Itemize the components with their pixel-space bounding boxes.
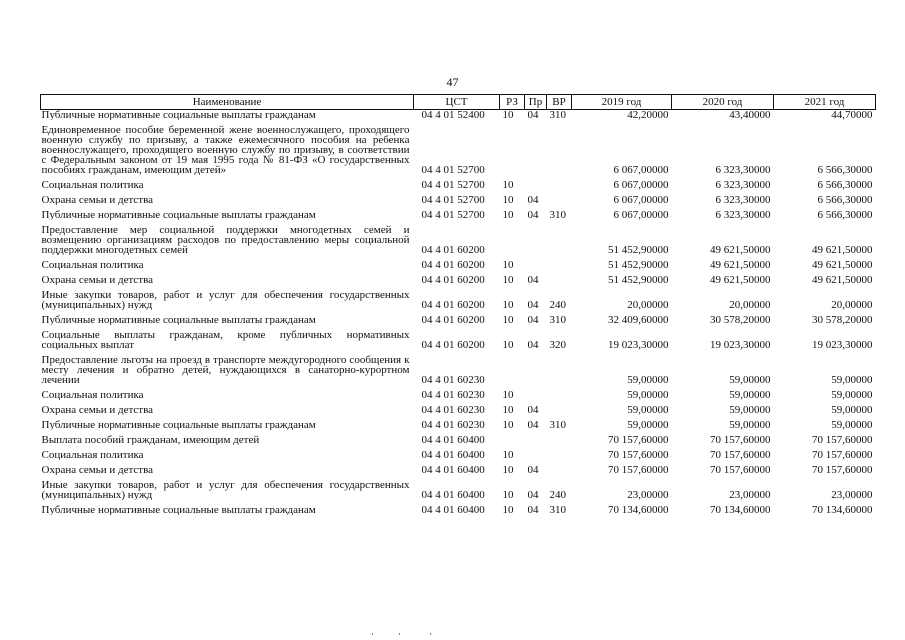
column-header-pr: Пр xyxy=(525,95,547,110)
row-value-2019: 20,00000 xyxy=(627,299,669,310)
row-vr xyxy=(547,220,572,255)
row-value-2019: 6 067,00000 xyxy=(613,164,669,175)
row-vr xyxy=(547,175,572,190)
row-name: Единовременное пособие беременной жене военнослужащего, проходящего военную службу по призыву, а также ежемесячного пособия на ребенка военнослужащего, проходящего военную службу по призыву, в соответствии с Федеральным законом от 19 мая 1995 года № 81-ФЗ «О государственных пособиях гражданам, имеющим детей» xyxy=(41,124,410,175)
table-row xyxy=(41,445,876,460)
row-pr: 04 xyxy=(527,109,539,120)
row-cst: 04 4 01 52700 xyxy=(421,164,485,175)
row-value-2020: 70 157,60000 xyxy=(710,449,771,460)
row-pr: 04 xyxy=(527,339,539,350)
row-pr: 04 xyxy=(527,314,539,325)
budget-table xyxy=(40,94,876,515)
row-pr: 04 xyxy=(527,464,539,475)
column-header-2020: 2020 год xyxy=(672,95,774,110)
table-row xyxy=(41,325,876,350)
row-value-2019: 70 157,60000 xyxy=(608,464,669,475)
row-value-2021: 30 578,20000 xyxy=(812,314,873,325)
table-row xyxy=(41,270,876,285)
row-value-2020: 23,00000 xyxy=(729,489,771,500)
row-name: Охрана семьи и детства xyxy=(41,194,154,205)
row-cst: 04 4 01 60230 xyxy=(421,389,485,400)
row-value-2019: 19 023,30000 xyxy=(608,339,669,350)
row-pr xyxy=(525,430,547,445)
row-name: Охрана семьи и детства xyxy=(41,464,154,475)
row-value-2019: 59,00000 xyxy=(627,389,669,400)
row-cst: 04 4 01 60200 xyxy=(421,299,485,310)
table-row xyxy=(41,350,876,385)
row-cst: 04 4 01 52400 xyxy=(421,109,485,120)
row-value-2020: 43,40000 xyxy=(729,109,771,120)
row-pr: 04 xyxy=(527,504,539,515)
row-value-2021: 49 621,50000 xyxy=(812,274,873,285)
row-vr: 240 xyxy=(549,299,566,310)
row-value-2021: 23,00000 xyxy=(831,489,873,500)
row-value-2021: 59,00000 xyxy=(831,419,873,430)
table-row xyxy=(41,310,876,325)
row-rz: 10 xyxy=(502,389,514,400)
row-pr: 04 xyxy=(527,419,539,430)
row-vr: 310 xyxy=(549,419,566,430)
row-vr xyxy=(547,385,572,400)
table-header-row xyxy=(41,95,876,110)
row-value-2020: 6 323,30000 xyxy=(715,194,771,205)
row-value-2021: 49 621,50000 xyxy=(812,244,873,255)
row-vr xyxy=(547,400,572,415)
row-value-2020: 49 621,50000 xyxy=(710,259,771,270)
row-value-2020: 59,00000 xyxy=(729,419,771,430)
row-name: Охрана семьи и детства xyxy=(41,404,154,415)
row-vr xyxy=(547,255,572,270)
row-rz: 10 xyxy=(502,209,514,220)
column-header-cst: ЦСТ xyxy=(414,95,500,110)
row-name: Социальные выплаты гражданам, кроме публичных нормативных социальных выплат xyxy=(41,329,410,350)
row-name: Публичные нормативные социальные выплаты гражданам xyxy=(41,209,316,220)
row-value-2019: 59,00000 xyxy=(627,404,669,415)
column-header-2019: 2019 год xyxy=(572,95,672,110)
row-vr xyxy=(547,120,572,175)
row-pr xyxy=(525,350,547,385)
row-rz: 10 xyxy=(502,449,514,460)
row-rz: 10 xyxy=(502,419,514,430)
row-vr: 310 xyxy=(549,109,566,120)
row-cst: 04 4 01 60400 xyxy=(421,434,485,445)
row-value-2019: 51 452,90000 xyxy=(608,244,669,255)
row-value-2019: 32 409,60000 xyxy=(608,314,669,325)
row-cst: 04 4 01 52700 xyxy=(421,194,485,205)
row-value-2020: 20,00000 xyxy=(729,299,771,310)
row-value-2021: 70 157,60000 xyxy=(812,449,873,460)
row-value-2020: 59,00000 xyxy=(729,374,771,385)
row-pr xyxy=(525,255,547,270)
table-row xyxy=(41,500,876,515)
table-row xyxy=(41,415,876,430)
row-pr: 04 xyxy=(527,209,539,220)
row-pr: 04 xyxy=(527,274,539,285)
row-rz: 10 xyxy=(502,274,514,285)
row-rz xyxy=(500,350,525,385)
row-name: Иные закупки товаров, работ и услуг для обеспечения государственных (муниципальных) нужд xyxy=(41,289,410,310)
row-name: Охрана семьи и детства xyxy=(41,274,154,285)
row-cst: 04 4 01 60400 xyxy=(421,504,485,515)
table-body xyxy=(41,110,876,516)
row-pr: 04 xyxy=(527,489,539,500)
row-name: Выплата пособий гражданам, имеющим детей xyxy=(41,434,260,445)
row-value-2021: 6 566,30000 xyxy=(817,194,873,205)
row-value-2019: 6 067,00000 xyxy=(613,194,669,205)
row-cst: 04 4 01 60400 xyxy=(421,449,485,460)
row-rz: 10 xyxy=(502,489,514,500)
row-vr: 310 xyxy=(549,209,566,220)
table-row xyxy=(41,190,876,205)
row-value-2020: 49 621,50000 xyxy=(710,274,771,285)
table-row xyxy=(41,285,876,310)
row-value-2021: 59,00000 xyxy=(831,404,873,415)
row-value-2020: 19 023,30000 xyxy=(710,339,771,350)
table-row xyxy=(41,385,876,400)
row-name: Публичные нормативные социальные выплаты гражданам xyxy=(41,109,316,120)
row-value-2020: 59,00000 xyxy=(729,389,771,400)
row-cst: 04 4 01 60200 xyxy=(421,259,485,270)
row-value-2019: 42,20000 xyxy=(627,109,669,120)
row-pr xyxy=(525,385,547,400)
row-cst: 04 4 01 60200 xyxy=(421,244,485,255)
row-value-2019: 51 452,90000 xyxy=(608,274,669,285)
row-value-2019: 59,00000 xyxy=(627,419,669,430)
row-value-2021: 20,00000 xyxy=(831,299,873,310)
row-value-2020: 6 323,30000 xyxy=(715,209,771,220)
row-rz: 10 xyxy=(502,504,514,515)
row-rz: 10 xyxy=(502,299,514,310)
row-value-2020: 70 157,60000 xyxy=(710,464,771,475)
row-rz xyxy=(500,120,525,175)
table-row xyxy=(41,430,876,445)
row-pr: 04 xyxy=(527,404,539,415)
row-vr xyxy=(547,350,572,385)
row-value-2019: 70 134,60000 xyxy=(608,504,669,515)
row-value-2021: 6 566,30000 xyxy=(817,209,873,220)
table-row xyxy=(41,460,876,475)
row-rz: 10 xyxy=(502,109,514,120)
row-cst: 04 4 01 52700 xyxy=(421,179,485,190)
row-value-2020: 59,00000 xyxy=(729,404,771,415)
row-rz: 10 xyxy=(502,179,514,190)
row-value-2021: 70 157,60000 xyxy=(812,464,873,475)
row-value-2019: 23,00000 xyxy=(627,489,669,500)
table-row xyxy=(41,120,876,175)
row-name: Предоставление льготы на проезд в транспорте междугородного сообщения к месту лечения и обратно детей, нуждающихся в санаторно-курортном лечении xyxy=(41,354,410,385)
row-vr xyxy=(547,190,572,205)
row-name: Предоставление мер социальной поддержки многодетных семей и возмещению организациям расходов по предоставлению меры социальной поддержки многодетных семей xyxy=(41,224,410,255)
row-value-2020: 6 323,30000 xyxy=(715,164,771,175)
row-vr xyxy=(547,445,572,460)
row-value-2021: 70 134,60000 xyxy=(812,504,873,515)
row-name: Социальная политика xyxy=(41,179,144,190)
row-pr xyxy=(525,220,547,255)
row-rz: 10 xyxy=(502,194,514,205)
column-header-rz: РЗ xyxy=(500,95,525,110)
row-value-2021: 6 566,30000 xyxy=(817,179,873,190)
row-pr xyxy=(525,175,547,190)
row-name: Социальная политика xyxy=(41,389,144,400)
table-row xyxy=(41,400,876,415)
row-value-2021: 59,00000 xyxy=(831,389,873,400)
table-row xyxy=(41,220,876,255)
row-cst: 04 4 01 60200 xyxy=(421,339,485,350)
row-cst: 04 4 01 60230 xyxy=(421,374,485,385)
row-vr xyxy=(547,460,572,475)
column-header-2021: 2021 год xyxy=(774,95,876,110)
row-value-2020: 30 578,20000 xyxy=(710,314,771,325)
row-value-2021: 19 023,30000 xyxy=(812,339,873,350)
row-value-2020: 70 134,60000 xyxy=(710,504,771,515)
row-rz: 10 xyxy=(502,464,514,475)
row-name: Иные закупки товаров, работ и услуг для обеспечения государственных (муниципальных) нужд xyxy=(41,479,410,500)
table-row xyxy=(41,475,876,500)
row-value-2021: 70 157,60000 xyxy=(812,434,873,445)
row-cst: 04 4 01 60400 xyxy=(421,489,485,500)
row-rz: 10 xyxy=(502,339,514,350)
row-value-2019: 70 157,60000 xyxy=(608,449,669,460)
row-name: Публичные нормативные социальные выплаты гражданам xyxy=(41,314,316,325)
row-name: Социальная политика xyxy=(41,259,144,270)
row-vr: 320 xyxy=(549,339,566,350)
row-value-2020: 6 323,30000 xyxy=(715,179,771,190)
row-cst: 04 4 01 60200 xyxy=(421,274,485,285)
page-number: 47 xyxy=(446,75,459,89)
row-name: Социальная политика xyxy=(41,449,144,460)
row-value-2021: 59,00000 xyxy=(831,374,873,385)
table-row xyxy=(41,255,876,270)
column-header-name: Наименование xyxy=(41,95,414,110)
row-pr xyxy=(525,445,547,460)
row-value-2020: 70 157,60000 xyxy=(710,434,771,445)
row-rz: 10 xyxy=(502,259,514,270)
row-vr xyxy=(547,430,572,445)
table-row xyxy=(41,175,876,190)
row-rz xyxy=(500,430,525,445)
row-vr: 310 xyxy=(549,314,566,325)
row-cst: 04 4 01 60230 xyxy=(421,404,485,415)
row-value-2020: 49 621,50000 xyxy=(710,244,771,255)
row-rz: 10 xyxy=(502,404,514,415)
row-pr: 04 xyxy=(527,299,539,310)
row-cst: 04 4 01 52700 xyxy=(421,209,485,220)
table-row xyxy=(41,110,876,121)
row-vr: 310 xyxy=(549,504,566,515)
scan-specks xyxy=(372,632,442,636)
row-value-2021: 44,70000 xyxy=(831,109,873,120)
row-value-2019: 70 157,60000 xyxy=(608,434,669,445)
row-cst: 04 4 01 60400 xyxy=(421,464,485,475)
row-value-2021: 49 621,50000 xyxy=(812,259,873,270)
row-vr: 240 xyxy=(549,489,566,500)
row-value-2019: 51 452,90000 xyxy=(608,259,669,270)
row-pr: 04 xyxy=(527,194,539,205)
row-value-2019: 59,00000 xyxy=(627,374,669,385)
row-cst: 04 4 01 60230 xyxy=(421,419,485,430)
row-vr xyxy=(547,270,572,285)
column-header-vr: ВР xyxy=(547,95,572,110)
row-value-2019: 6 067,00000 xyxy=(613,179,669,190)
row-name: Публичные нормативные социальные выплаты гражданам xyxy=(41,419,316,430)
row-rz xyxy=(500,220,525,255)
row-cst: 04 4 01 60200 xyxy=(421,314,485,325)
row-pr xyxy=(525,120,547,175)
table-row xyxy=(41,205,876,220)
row-name: Публичные нормативные социальные выплаты гражданам xyxy=(41,504,316,515)
row-value-2021: 6 566,30000 xyxy=(817,164,873,175)
row-value-2019: 6 067,00000 xyxy=(613,209,669,220)
row-rz: 10 xyxy=(502,314,514,325)
